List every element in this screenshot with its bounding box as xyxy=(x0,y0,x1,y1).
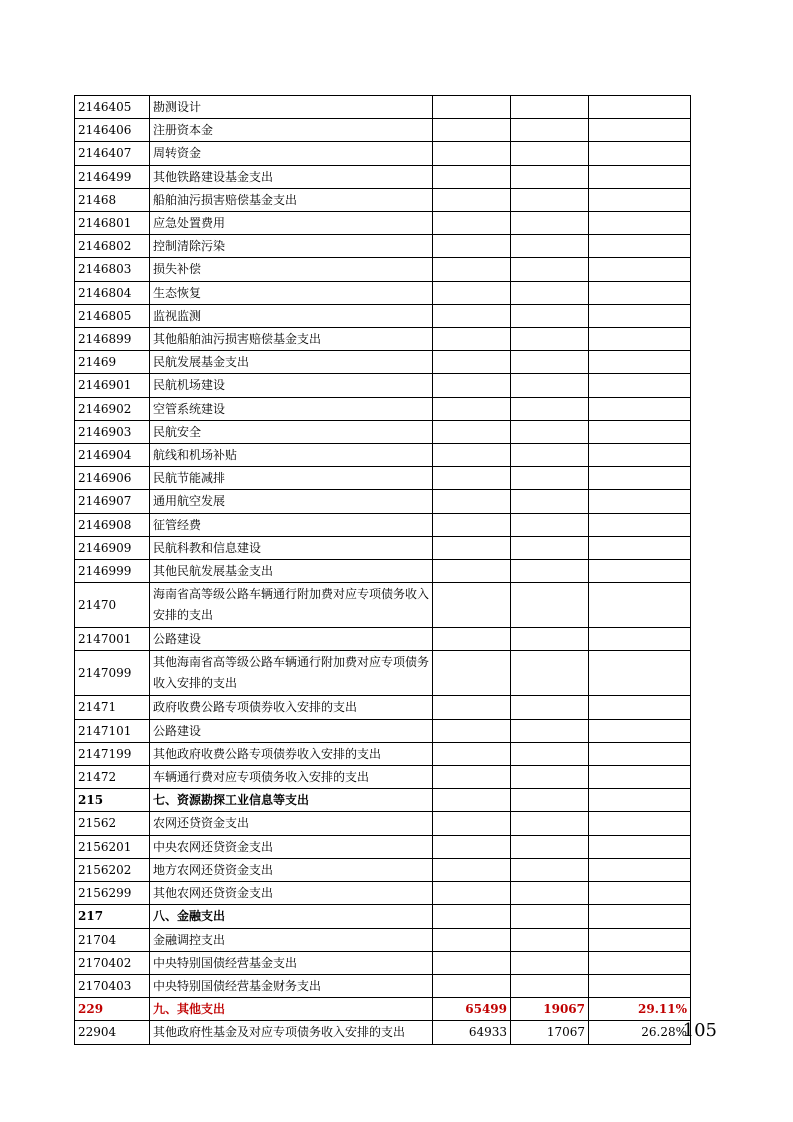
subject-name-cell: 空管系统建设 xyxy=(150,397,433,420)
budget-amount-cell xyxy=(433,490,511,513)
completion-rate-cell xyxy=(589,119,691,142)
subject-name-cell: 控制清除污染 xyxy=(150,235,433,258)
executed-amount-cell xyxy=(511,651,589,696)
completion-rate-cell xyxy=(589,397,691,420)
budget-amount-cell xyxy=(433,882,511,905)
executed-amount-cell xyxy=(511,119,589,142)
table-row xyxy=(75,905,691,928)
completion-rate-cell xyxy=(589,882,691,905)
subject-name-cell: 民航节能减排 xyxy=(150,467,433,490)
table-row xyxy=(75,467,691,490)
budget-amount-cell xyxy=(433,951,511,974)
budget-amount-cell xyxy=(433,974,511,997)
subject-name-cell: 中央农网还贷资金支出 xyxy=(150,835,433,858)
table-row xyxy=(75,96,691,119)
budget-expenditure-table xyxy=(74,95,691,1045)
completion-rate-cell xyxy=(589,789,691,812)
table-row xyxy=(75,212,691,235)
budget-amount-cell xyxy=(433,928,511,951)
table-row xyxy=(75,374,691,397)
completion-rate-cell xyxy=(589,374,691,397)
subject-code-cell: 2146909 xyxy=(75,536,150,559)
subject-code-cell: 2170402 xyxy=(75,951,150,974)
table-row xyxy=(75,719,691,742)
budget-amount-cell xyxy=(433,235,511,258)
executed-amount-cell: 17067 xyxy=(511,1021,589,1044)
subject-code-cell: 21470 xyxy=(75,583,150,628)
table-row xyxy=(75,188,691,211)
completion-rate-cell xyxy=(589,951,691,974)
subject-name-cell: 民航科教和信息建设 xyxy=(150,536,433,559)
subject-name-cell: 其他铁路建设基金支出 xyxy=(150,165,433,188)
table-row xyxy=(75,142,691,165)
completion-rate-cell xyxy=(589,142,691,165)
executed-amount-cell xyxy=(511,96,589,119)
subject-name-cell: 民航发展基金支出 xyxy=(150,351,433,374)
budget-amount-cell xyxy=(433,467,511,490)
subject-code-cell: 21704 xyxy=(75,928,150,951)
subject-code-cell: 2146802 xyxy=(75,235,150,258)
subject-code-cell: 2146899 xyxy=(75,328,150,351)
budget-amount-cell xyxy=(433,651,511,696)
executed-amount-cell xyxy=(511,513,589,536)
subject-name-cell: 监视监测 xyxy=(150,304,433,327)
budget-amount-cell xyxy=(433,142,511,165)
subject-code-cell: 2147099 xyxy=(75,651,150,696)
completion-rate-cell xyxy=(589,351,691,374)
budget-amount-cell xyxy=(433,858,511,881)
subject-code-cell: 2156299 xyxy=(75,882,150,905)
completion-rate-cell xyxy=(589,766,691,789)
subject-name-cell: 生态恢复 xyxy=(150,281,433,304)
completion-rate-cell xyxy=(589,835,691,858)
executed-amount-cell xyxy=(511,420,589,443)
subject-name-cell: 政府收费公路专项债券收入安排的支出 xyxy=(150,696,433,719)
completion-rate-cell xyxy=(589,444,691,467)
table-row xyxy=(75,513,691,536)
subject-name-cell: 损失补偿 xyxy=(150,258,433,281)
subject-name-cell: 其他民航发展基金支出 xyxy=(150,560,433,583)
subject-code-cell: 2156202 xyxy=(75,858,150,881)
table-row xyxy=(75,835,691,858)
executed-amount-cell xyxy=(511,281,589,304)
completion-rate-cell xyxy=(589,96,691,119)
subject-name-cell: 中央特别国债经营基金支出 xyxy=(150,951,433,974)
table-row xyxy=(75,258,691,281)
table-row xyxy=(75,165,691,188)
subject-code-cell: 215 xyxy=(75,789,150,812)
executed-amount-cell xyxy=(511,812,589,835)
table-row xyxy=(75,281,691,304)
executed-amount-cell xyxy=(511,212,589,235)
subject-name-cell: 征管经费 xyxy=(150,513,433,536)
subject-code-cell: 2146405 xyxy=(75,96,150,119)
subject-code-cell: 2146901 xyxy=(75,374,150,397)
subject-name-cell: 金融调控支出 xyxy=(150,928,433,951)
subject-name-cell: 地方农网还贷资金支出 xyxy=(150,858,433,881)
budget-amount-cell xyxy=(433,560,511,583)
completion-rate-cell xyxy=(589,719,691,742)
table-row xyxy=(75,304,691,327)
executed-amount-cell xyxy=(511,304,589,327)
subject-code-cell: 2146907 xyxy=(75,490,150,513)
table-row xyxy=(75,536,691,559)
executed-amount-cell xyxy=(511,235,589,258)
subject-code-cell: 2146805 xyxy=(75,304,150,327)
executed-amount-cell xyxy=(511,951,589,974)
subject-name-cell: 其他政府收费公路专项债券收入安排的支出 xyxy=(150,742,433,765)
budget-amount-cell: 65499 xyxy=(433,998,511,1021)
subject-code-cell: 2146407 xyxy=(75,142,150,165)
budget-amount-cell: 64933 xyxy=(433,1021,511,1044)
completion-rate-cell xyxy=(589,420,691,443)
subject-code-cell: 2146803 xyxy=(75,258,150,281)
completion-rate-cell xyxy=(589,974,691,997)
subject-name-cell: 其他农网还贷资金支出 xyxy=(150,882,433,905)
subject-code-cell: 2146904 xyxy=(75,444,150,467)
subject-code-cell: 21562 xyxy=(75,812,150,835)
budget-amount-cell xyxy=(433,328,511,351)
completion-rate-cell xyxy=(589,212,691,235)
subject-code-cell: 2147001 xyxy=(75,628,150,651)
table-row xyxy=(75,583,691,628)
executed-amount-cell xyxy=(511,696,589,719)
executed-amount-cell xyxy=(511,928,589,951)
executed-amount-cell xyxy=(511,628,589,651)
table-row xyxy=(75,651,691,696)
budget-amount-cell xyxy=(433,812,511,835)
table-row xyxy=(75,766,691,789)
executed-amount-cell xyxy=(511,974,589,997)
subject-code-cell: 2146903 xyxy=(75,420,150,443)
subject-name-cell: 周转资金 xyxy=(150,142,433,165)
budget-amount-cell xyxy=(433,188,511,211)
executed-amount-cell xyxy=(511,905,589,928)
table-row xyxy=(75,789,691,812)
executed-amount-cell xyxy=(511,351,589,374)
subject-name-cell: 其他船舶油污损害赔偿基金支出 xyxy=(150,328,433,351)
executed-amount-cell xyxy=(511,258,589,281)
completion-rate-cell xyxy=(589,281,691,304)
budget-amount-cell xyxy=(433,351,511,374)
subject-name-cell: 通用航空发展 xyxy=(150,490,433,513)
executed-amount-cell xyxy=(511,742,589,765)
budget-amount-cell xyxy=(433,742,511,765)
subject-name-cell: 车辆通行费对应专项债务收入安排的支出 xyxy=(150,766,433,789)
subject-name-cell: 农网还贷资金支出 xyxy=(150,812,433,835)
subject-name-cell: 民航安全 xyxy=(150,420,433,443)
completion-rate-cell xyxy=(589,858,691,881)
executed-amount-cell xyxy=(511,374,589,397)
table-row xyxy=(75,951,691,974)
subject-name-cell: 海南省高等级公路车辆通行附加费对应专项债务收入安排的支出 xyxy=(150,583,433,628)
completion-rate-cell xyxy=(589,536,691,559)
subject-name-cell: 八、金融支出 xyxy=(150,905,433,928)
subject-name-cell: 其他政府性基金及对应专项债务收入安排的支出 xyxy=(150,1021,433,1044)
executed-amount-cell xyxy=(511,536,589,559)
subject-name-cell: 勘测设计 xyxy=(150,96,433,119)
executed-amount-cell xyxy=(511,766,589,789)
budget-amount-cell xyxy=(433,304,511,327)
completion-rate-cell xyxy=(589,328,691,351)
executed-amount-cell xyxy=(511,397,589,420)
budget-amount-cell xyxy=(433,835,511,858)
subject-name-cell: 公路建设 xyxy=(150,719,433,742)
completion-rate-cell xyxy=(589,560,691,583)
table-row xyxy=(75,742,691,765)
executed-amount-cell xyxy=(511,835,589,858)
budget-amount-cell xyxy=(433,766,511,789)
executed-amount-cell xyxy=(511,444,589,467)
subject-name-cell: 中央特别国债经营基金财务支出 xyxy=(150,974,433,997)
subject-code-cell: 2147101 xyxy=(75,719,150,742)
table-row xyxy=(75,420,691,443)
executed-amount-cell xyxy=(511,142,589,165)
table-row xyxy=(75,490,691,513)
completion-rate-cell: 29.11% xyxy=(589,998,691,1021)
completion-rate-cell xyxy=(589,258,691,281)
executed-amount-cell xyxy=(511,882,589,905)
completion-rate-cell xyxy=(589,628,691,651)
completion-rate-cell xyxy=(589,165,691,188)
completion-rate-cell xyxy=(589,583,691,628)
subject-code-cell: 22904 xyxy=(75,1021,150,1044)
budget-amount-cell xyxy=(433,119,511,142)
budget-amount-cell xyxy=(433,583,511,628)
executed-amount-cell xyxy=(511,188,589,211)
budget-amount-cell xyxy=(433,513,511,536)
table-row xyxy=(75,812,691,835)
executed-amount-cell xyxy=(511,165,589,188)
executed-amount-cell xyxy=(511,490,589,513)
table-row xyxy=(75,351,691,374)
subject-name-cell: 民航机场建设 xyxy=(150,374,433,397)
budget-amount-cell xyxy=(433,628,511,651)
completion-rate-cell xyxy=(589,467,691,490)
completion-rate-cell xyxy=(589,513,691,536)
budget-amount-cell xyxy=(433,905,511,928)
subject-name-cell: 九、其他支出 xyxy=(150,998,433,1021)
subject-name-cell: 注册资本金 xyxy=(150,119,433,142)
subject-code-cell: 2147199 xyxy=(75,742,150,765)
completion-rate-cell xyxy=(589,188,691,211)
budget-amount-cell xyxy=(433,397,511,420)
subject-code-cell: 21472 xyxy=(75,766,150,789)
subject-code-cell: 2146804 xyxy=(75,281,150,304)
completion-rate-cell xyxy=(589,304,691,327)
subject-name-cell: 航线和机场补贴 xyxy=(150,444,433,467)
subject-code-cell: 21471 xyxy=(75,696,150,719)
executed-amount-cell xyxy=(511,328,589,351)
subject-code-cell: 2156201 xyxy=(75,835,150,858)
table-row xyxy=(75,696,691,719)
table-row xyxy=(75,928,691,951)
executed-amount-cell xyxy=(511,719,589,742)
executed-amount-cell xyxy=(511,858,589,881)
subject-name-cell: 七、资源勘探工业信息等支出 xyxy=(150,789,433,812)
subject-name-cell: 应急处置费用 xyxy=(150,212,433,235)
subject-code-cell: 2146801 xyxy=(75,212,150,235)
budget-amount-cell xyxy=(433,444,511,467)
subject-code-cell: 217 xyxy=(75,905,150,928)
budget-amount-cell xyxy=(433,165,511,188)
table-row xyxy=(75,628,691,651)
executed-amount-cell xyxy=(511,467,589,490)
completion-rate-cell: 26.28% xyxy=(589,1021,691,1044)
subject-code-cell: 2170403 xyxy=(75,974,150,997)
table-row xyxy=(75,235,691,258)
subject-code-cell: 21469 xyxy=(75,351,150,374)
subject-name-cell: 其他海南省高等级公路车辆通行附加费对应专项债务收入安排的支出 xyxy=(150,651,433,696)
subject-code-cell: 21468 xyxy=(75,188,150,211)
budget-amount-cell xyxy=(433,258,511,281)
table-row xyxy=(75,998,691,1021)
subject-code-cell: 2146999 xyxy=(75,560,150,583)
subject-code-cell: 2146906 xyxy=(75,467,150,490)
budget-amount-cell xyxy=(433,696,511,719)
subject-code-cell: 2146406 xyxy=(75,119,150,142)
budget-amount-cell xyxy=(433,719,511,742)
subject-name-cell: 公路建设 xyxy=(150,628,433,651)
table-row xyxy=(75,882,691,905)
executed-amount-cell xyxy=(511,560,589,583)
budget-amount-cell xyxy=(433,789,511,812)
subject-name-cell: 船舶油污损害赔偿基金支出 xyxy=(150,188,433,211)
completion-rate-cell xyxy=(589,812,691,835)
budget-amount-cell xyxy=(433,374,511,397)
page-number: 105 xyxy=(682,1020,717,1041)
completion-rate-cell xyxy=(589,905,691,928)
table-row xyxy=(75,858,691,881)
executed-amount-cell xyxy=(511,583,589,628)
completion-rate-cell xyxy=(589,928,691,951)
table-row xyxy=(75,397,691,420)
executed-amount-cell: 19067 xyxy=(511,998,589,1021)
budget-amount-cell xyxy=(433,536,511,559)
subject-code-cell: 2146902 xyxy=(75,397,150,420)
subject-code-cell: 229 xyxy=(75,998,150,1021)
budget-amount-cell xyxy=(433,281,511,304)
budget-amount-cell xyxy=(433,212,511,235)
table-row xyxy=(75,119,691,142)
subject-code-cell: 2146499 xyxy=(75,165,150,188)
table-row xyxy=(75,560,691,583)
table-row xyxy=(75,1021,691,1044)
completion-rate-cell xyxy=(589,696,691,719)
budget-amount-cell xyxy=(433,96,511,119)
table-row xyxy=(75,444,691,467)
completion-rate-cell xyxy=(589,742,691,765)
budget-amount-cell xyxy=(433,420,511,443)
completion-rate-cell xyxy=(589,490,691,513)
completion-rate-cell xyxy=(589,651,691,696)
table-row xyxy=(75,974,691,997)
completion-rate-cell xyxy=(589,235,691,258)
subject-code-cell: 2146908 xyxy=(75,513,150,536)
table-row xyxy=(75,328,691,351)
executed-amount-cell xyxy=(511,789,589,812)
